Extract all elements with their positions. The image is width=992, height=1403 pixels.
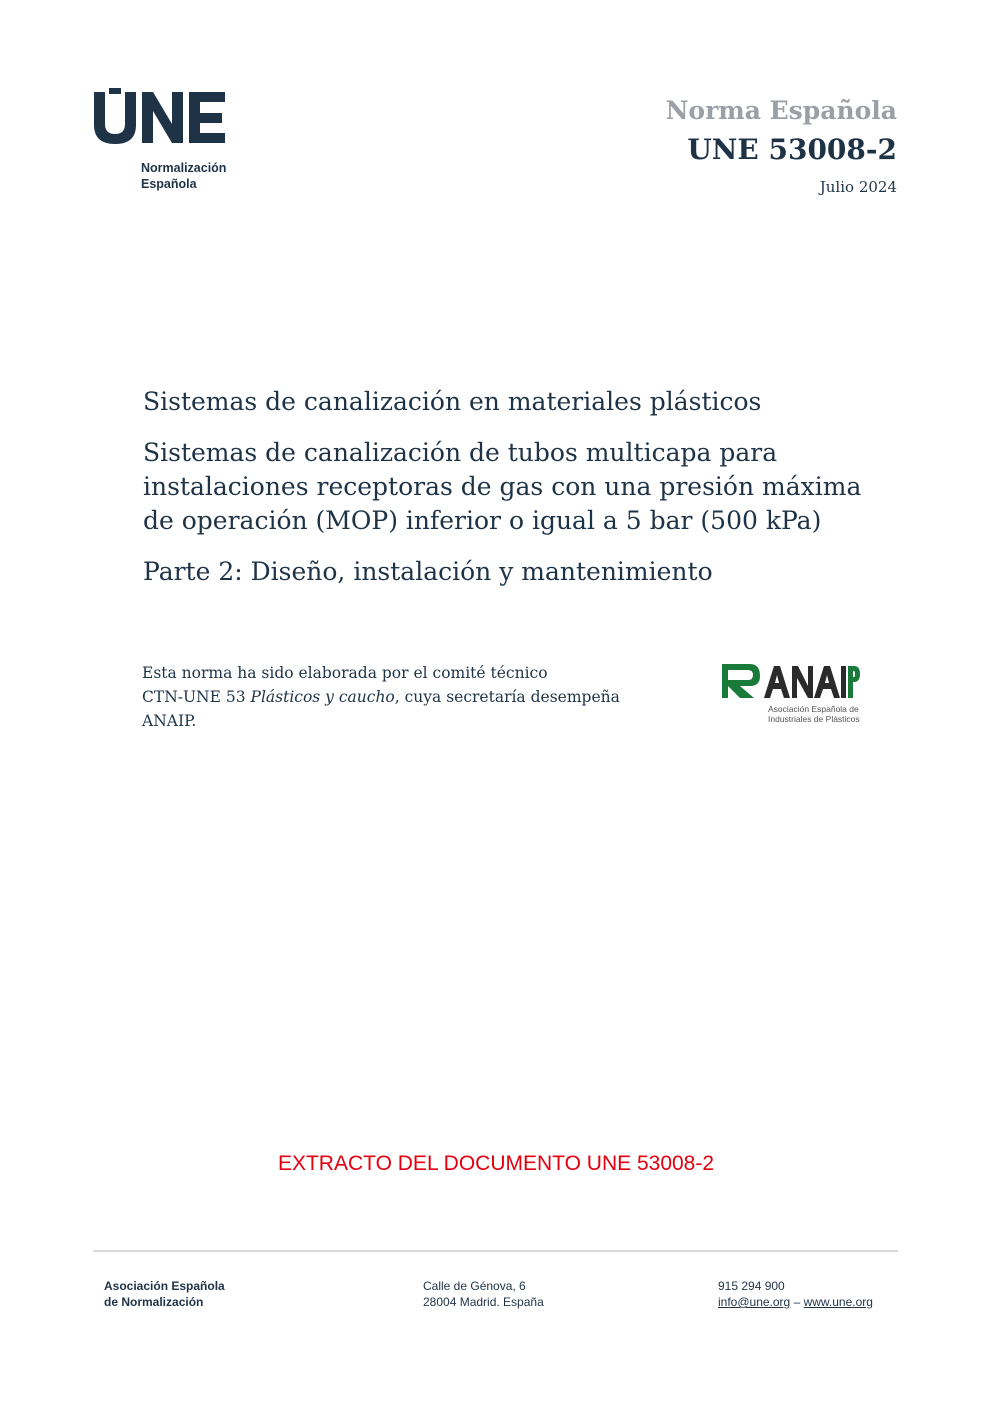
footer-contact	[718, 1278, 873, 1310]
footer-address-line2: 28004 Madrid. España	[423, 1295, 544, 1309]
anaip-subtitle-line2: Industriales de Plásticos	[768, 714, 860, 724]
footer-phone: 915 294 900	[718, 1279, 785, 1293]
norma-label: Norma Española	[665, 96, 897, 125]
footer-org-line1: Asociación Española	[104, 1279, 225, 1293]
email-link[interactable]: info@une.org	[718, 1295, 791, 1309]
committee-line1: Esta norma ha sido elaborada por el comité técnico	[142, 664, 548, 682]
committee-line2-suffix: , cuya secretaría desempeña	[394, 688, 620, 706]
web-link[interactable]: www.une.org	[803, 1295, 873, 1309]
norma-code: UNE 53008-2	[687, 133, 897, 166]
committee-statement	[142, 661, 620, 733]
footer-address-line1: Calle de Génova, 6	[423, 1279, 526, 1293]
committee-line3: ANAIP.	[142, 712, 197, 730]
title-general: Sistemas de canalización en materiales plásticos	[143, 387, 762, 416]
title-part: Parte 2: Diseño, instalación y mantenimiento	[143, 557, 713, 586]
footer-separator: –	[790, 1295, 804, 1309]
footer-address	[423, 1278, 544, 1310]
anaip-subtitle-line1: Asociación Española de	[768, 704, 859, 714]
title-main	[143, 436, 861, 538]
title-main-line1: Sistemas de canalización de tubos multicapa para	[143, 438, 778, 467]
footer-divider	[93, 1250, 898, 1252]
committee-code: CTN-UNE 53	[142, 688, 251, 706]
anaip-logo-subtitle	[768, 704, 860, 724]
footer-org-line2: de Normalización	[104, 1295, 204, 1309]
footer-links	[718, 1294, 873, 1310]
footer-organization	[104, 1278, 225, 1310]
title-main-line3: de operación (MOP) inferior o igual a 5 bar (500 kPa)	[143, 506, 822, 535]
une-logo-subtitle	[141, 160, 226, 192]
une-logo-subtitle-line2: Española	[141, 177, 197, 191]
extract-notice: EXTRACTO DEL DOCUMENTO UNE 53008-2	[277, 1152, 715, 1175]
une-logo-subtitle-line1: Normalización	[141, 161, 227, 175]
title-main-line2: instalaciones receptoras de gas con una presión máxima	[143, 472, 862, 501]
committee-line2	[142, 685, 620, 709]
norma-date: Julio 2024	[819, 178, 897, 196]
committee-name: Plásticos y caucho	[250, 688, 395, 706]
